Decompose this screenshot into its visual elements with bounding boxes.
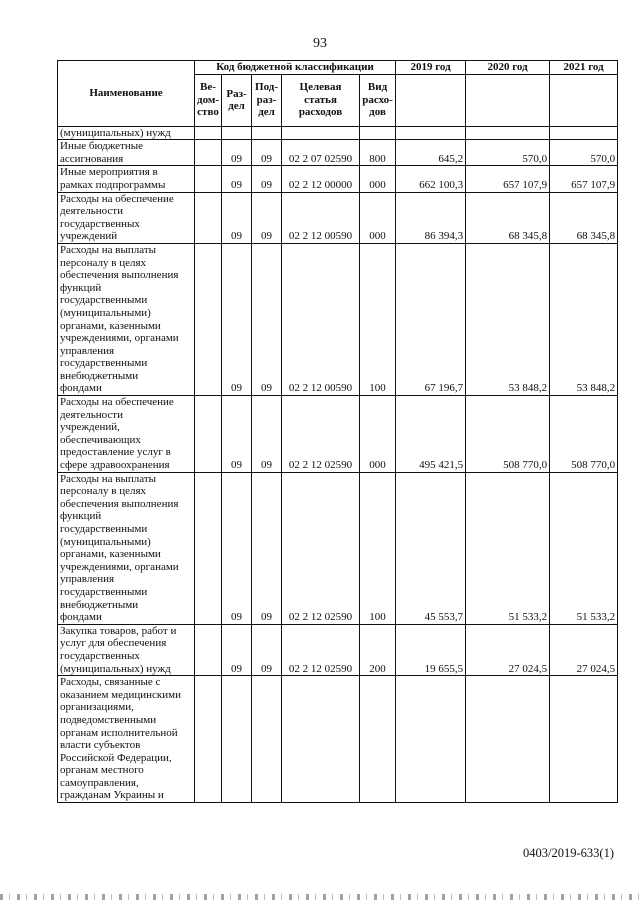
row-value-2021: 657 107,9 [550, 166, 618, 192]
row-vid-rashodov: 200 [360, 624, 396, 675]
row-name: Иные бюджетные ассигнования [58, 140, 195, 166]
row-value-2019: 45 553,7 [396, 472, 466, 624]
row-vid-rashodov [360, 126, 396, 140]
row-celevaya-statya: 02 2 12 02590 [282, 624, 360, 675]
row-value-2020: 508 770,0 [466, 396, 550, 473]
row-value-2021: 508 770,0 [550, 396, 618, 473]
header-name: Наименование [58, 61, 195, 127]
header-vedomstvo: Ве- дом- ство [195, 74, 222, 126]
row-vid-rashodov: 000 [360, 396, 396, 473]
table-row [58, 192, 618, 243]
row-ved [195, 192, 222, 243]
document-code: 0403/2019-633(1) [523, 846, 614, 860]
row-value-2020 [466, 676, 550, 803]
row-ved [195, 243, 222, 395]
row-ved [195, 676, 222, 803]
header-year-2020: 2020 год [466, 61, 550, 75]
row-value-2020: 657 107,9 [466, 166, 550, 192]
row-value-2020: 68 345,8 [466, 192, 550, 243]
row-value-2021: 51 533,2 [550, 472, 618, 624]
header-year-2019: 2019 год [396, 61, 466, 75]
table-row [58, 126, 618, 140]
header-empty-2019 [396, 74, 466, 126]
row-podrazdel: 09 [252, 624, 282, 675]
scan-edge-artifact [0, 894, 640, 900]
row-podrazdel: 09 [252, 396, 282, 473]
row-podrazdel [252, 676, 282, 803]
row-ved [195, 472, 222, 624]
header-row-top [58, 61, 618, 75]
table-row [58, 624, 618, 675]
row-value-2019: 86 394,3 [396, 192, 466, 243]
row-value-2020: 27 024,5 [466, 624, 550, 675]
row-vid-rashodov: 000 [360, 192, 396, 243]
row-razdel: 09 [222, 192, 252, 243]
row-value-2019 [396, 676, 466, 803]
row-celevaya-statya: 02 2 12 00000 [282, 166, 360, 192]
row-podrazdel: 09 [252, 166, 282, 192]
header-empty-2021 [550, 74, 618, 126]
row-ved [195, 396, 222, 473]
row-value-2021 [550, 126, 618, 140]
row-name: Расходы, связанные с оказанием медицинскими организациями, подведомственными органам исполнительной власти субъектов Российской Федерации, органам местного самоуправления, гражданам Украины и [58, 676, 195, 803]
row-ved [195, 166, 222, 192]
row-value-2021: 68 345,8 [550, 192, 618, 243]
row-value-2020: 570,0 [466, 140, 550, 166]
row-ved [195, 140, 222, 166]
row-vid-rashodov: 800 [360, 140, 396, 166]
row-podrazdel: 09 [252, 243, 282, 395]
row-ved [195, 624, 222, 675]
row-name: Расходы на обеспечение деятельности государственных учреждений [58, 192, 195, 243]
row-value-2021: 53 848,2 [550, 243, 618, 395]
row-podrazdel: 09 [252, 140, 282, 166]
row-value-2019: 645,2 [396, 140, 466, 166]
row-razdel: 09 [222, 166, 252, 192]
row-celevaya-statya: 02 2 12 02590 [282, 472, 360, 624]
page-number: 93 [313, 36, 327, 51]
row-vid-rashodov [360, 676, 396, 803]
table-row [58, 396, 618, 473]
row-celevaya-statya [282, 676, 360, 803]
row-value-2019: 19 655,5 [396, 624, 466, 675]
row-celevaya-statya: 02 2 12 00590 [282, 243, 360, 395]
row-celevaya-statya [282, 126, 360, 140]
row-razdel [222, 126, 252, 140]
row-value-2019: 495 421,5 [396, 396, 466, 473]
row-podrazdel [252, 126, 282, 140]
row-podrazdel: 09 [252, 192, 282, 243]
row-name: (муниципальных) нужд [58, 126, 195, 140]
row-value-2021 [550, 676, 618, 803]
row-razdel [222, 676, 252, 803]
table-row [58, 243, 618, 395]
row-razdel: 09 [222, 243, 252, 395]
row-razdel: 09 [222, 472, 252, 624]
row-value-2020: 53 848,2 [466, 243, 550, 395]
header-code-group: Код бюджетной классификации [195, 61, 396, 75]
header-celevaya-statya: Целевая статья расходов [282, 74, 360, 126]
row-vid-rashodov: 100 [360, 472, 396, 624]
table-row [58, 472, 618, 624]
header-year-2021: 2021 год [550, 61, 618, 75]
row-razdel: 09 [222, 140, 252, 166]
row-value-2019: 662 100,3 [396, 166, 466, 192]
row-name: Закупка товаров, работ и услуг для обеспечения государственных (муниципальных) нужд [58, 624, 195, 675]
header-podrazdel: Под- раз- дел [252, 74, 282, 126]
table-row [58, 140, 618, 166]
row-value-2020: 51 533,2 [466, 472, 550, 624]
row-podrazdel: 09 [252, 472, 282, 624]
table-row [58, 676, 618, 803]
row-celevaya-statya: 02 2 12 02590 [282, 396, 360, 473]
row-vid-rashodov: 100 [360, 243, 396, 395]
header-razdel: Раз- дел [222, 74, 252, 126]
budget-table [57, 60, 618, 803]
row-value-2020 [466, 126, 550, 140]
row-razdel: 09 [222, 396, 252, 473]
row-celevaya-statya: 02 2 07 02590 [282, 140, 360, 166]
row-celevaya-statya: 02 2 12 00590 [282, 192, 360, 243]
row-value-2019: 67 196,7 [396, 243, 466, 395]
row-vid-rashodov: 000 [360, 166, 396, 192]
row-name: Расходы на выплаты персоналу в целях обеспечения выполнения функций государственными (муниципальными) органами, казенными учреждениями, органами управления государственными внебюджетными фондами [58, 243, 195, 395]
row-razdel: 09 [222, 624, 252, 675]
header-vid-rashodov: Вид расхо- дов [360, 74, 396, 126]
row-name: Расходы на выплаты персоналу в целях обеспечения выполнения функций государственными (муниципальными) органами, казенными учреждениями, органами управления государственными внебюджетными фондами [58, 472, 195, 624]
table-row [58, 166, 618, 192]
row-name: Расходы на обеспечение деятельности учреждений, обеспечивающих предоставление услуг в сфере здравоохранения [58, 396, 195, 473]
row-ved [195, 126, 222, 140]
header-empty-2020 [466, 74, 550, 126]
row-value-2021: 27 024,5 [550, 624, 618, 675]
row-value-2019 [396, 126, 466, 140]
row-value-2021: 570,0 [550, 140, 618, 166]
row-name: Иные мероприятия в рамках подпрограммы [58, 166, 195, 192]
